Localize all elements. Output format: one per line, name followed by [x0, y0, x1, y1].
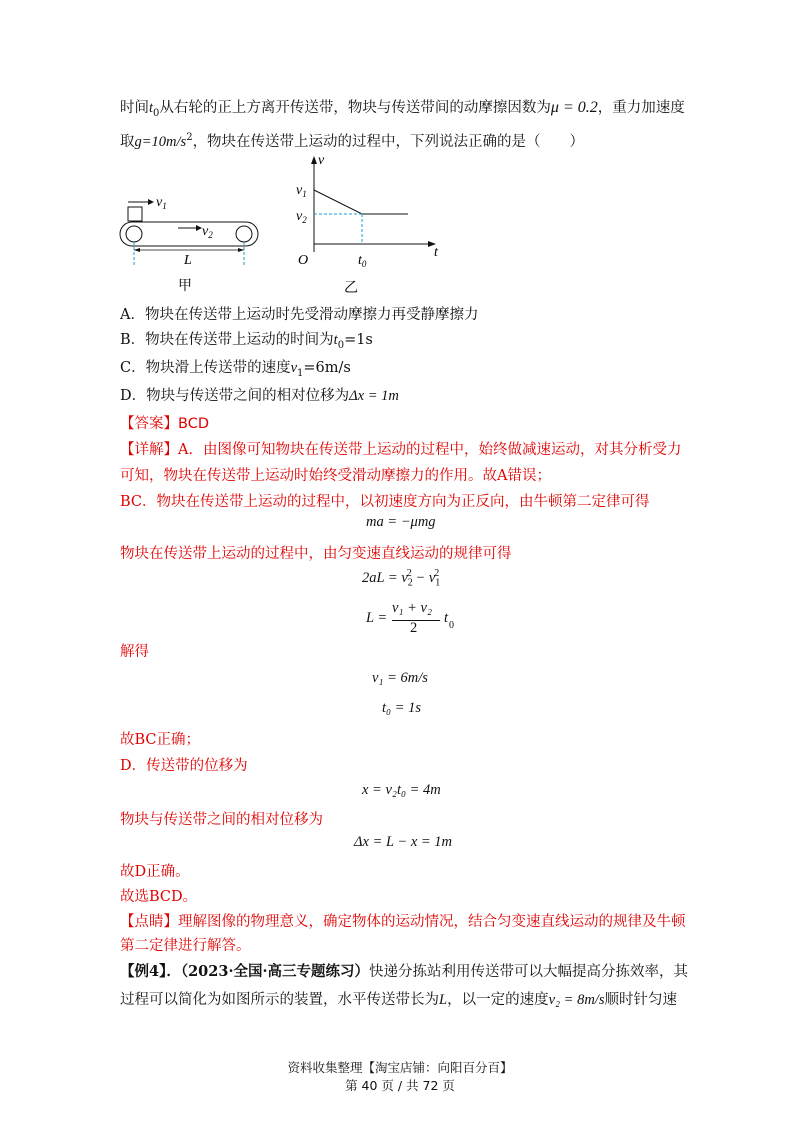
explain-line-2: 可知，物块在传送带上运动时始终受滑动摩擦力的作用。故A错误； [120, 468, 551, 484]
option-c-v: v [290, 360, 298, 376]
length-arrow-right [238, 248, 244, 252]
option-c [120, 358, 351, 384]
jia-L-label: L [184, 253, 192, 268]
yi-caption: 乙 [344, 281, 358, 296]
explain-line-12: 第二定律进行解答。 [120, 938, 251, 954]
intro-text: 时间 [120, 100, 149, 116]
option-a-text: A．物块在传送带上运动时先受滑动摩擦力再受静摩擦力 [120, 307, 479, 323]
example4-line-1 [120, 962, 688, 982]
equation-1: ma = −μmg [366, 514, 436, 530]
intro-line-1 [120, 98, 685, 124]
figure-jia [118, 190, 268, 300]
footer-source: 资料收集整理【淘宝店铺：向阳百分百】 [287, 1060, 513, 1075]
option-d [120, 386, 399, 406]
intro-line-2 [120, 128, 584, 152]
intro-text: ，重力加速度 [597, 100, 685, 116]
v-axis-arrowhead [311, 156, 317, 164]
option-a [120, 305, 478, 325]
jia-v1-label: $v_1$ [156, 195, 167, 211]
option-c-text: C．物块滑上传送带的速度 [120, 360, 291, 376]
v-axis-label: v [318, 153, 325, 168]
jia-v2-label: $v_2$ [202, 224, 213, 240]
origin-label: O [298, 253, 309, 268]
option-b-sub: 0 [337, 339, 345, 351]
option-c-sub: 1 [297, 367, 304, 379]
explain-line-4: 物块在传送带上运动的过程中，由匀变速直线运动的规律可得 [120, 546, 512, 562]
explain-line-7: D．传送带的位移为 [120, 758, 248, 774]
jia-caption: 甲 [178, 279, 192, 294]
explain-line-11: 【点睛】理解图像的物理意义，确定物体的运动情况，结合匀变速直线运动的规律及牛顿 [120, 914, 686, 930]
page-number: 第 40 页 / 共 72 页 [345, 1078, 455, 1093]
g-superscript: 2 [186, 132, 193, 143]
right-wheel [236, 226, 252, 242]
example4-text: 快递分拣站利用传送带可以大幅提高分拣效率，其 [369, 964, 689, 980]
option-d-text: D．物块与传送带之间的相对位移为 [120, 388, 350, 404]
t0-symbol: t [149, 100, 154, 116]
example4-text: ，以一定的速度 [447, 992, 549, 1008]
explain-line-1: 【详解】A．由图像可知物块在传送带上运动的过程中，始终做减速运动，对其分析受力 [120, 442, 682, 458]
explain-line-9: 故D正确。 [120, 864, 190, 880]
explain-line-3: BC．物块在传送带上运动的过程中，以初速度方向为正反向，由牛顿第二定律可得 [120, 494, 650, 510]
answer-label: 【答案】 [120, 416, 178, 432]
explain-line-6: 故BC正确； [120, 732, 201, 748]
t-axis-label: t [434, 245, 438, 260]
equation-7: Δx = L − x = 1m [354, 834, 453, 850]
yi-t0-label: $t_0$ [358, 253, 367, 269]
example4-label: 【例4】．（2023·全国·高三专题练习） [120, 963, 370, 980]
example4-v2-equation: v₂ = 8m/s [548, 992, 605, 1008]
yi-v1-label: $v_1$ [296, 183, 307, 199]
equation-5: t₀ = 1s [382, 700, 421, 716]
t0-subscript: 0 [153, 107, 160, 119]
answer-line [120, 414, 209, 434]
explain-line-5: 解得 [120, 644, 149, 660]
option-b [120, 330, 373, 356]
option-b-text: B．物块在传送带上运动的时间为 [120, 332, 334, 348]
yi-v2-label: $v_2$ [296, 209, 307, 225]
example4-L: L [439, 992, 448, 1008]
option-b-t: t [333, 332, 338, 348]
intro-text: ，物块在传送带上运动的过程中，下列说法正确的是（ ） [192, 133, 585, 150]
example4-text: 过程可以简化为如图所示的装置，水平传送带长为 [120, 992, 439, 1008]
mu-equation: μ = 0.2 [550, 99, 598, 116]
figure-yi [290, 152, 450, 300]
length-arrow-left [134, 248, 140, 252]
block-shape [128, 207, 142, 221]
explain-line-10: 故选BCD。 [120, 889, 198, 905]
explain-line-8: 物块与传送带之间的相对位移为 [120, 812, 323, 828]
option-c-value: =6m/s [303, 360, 351, 376]
velocity-line [314, 190, 408, 214]
left-wheel [126, 226, 142, 242]
equation-4: v₁ = 6m/s [372, 670, 428, 686]
option-d-equation: Δx = 1m [349, 388, 399, 404]
intro-text: 取 [120, 133, 135, 150]
example4-text: 顺时针匀速 [604, 992, 677, 1008]
v1-arrowhead [148, 199, 154, 205]
g-equation: g=10m/s [134, 133, 187, 150]
option-b-value: =1s [344, 332, 373, 348]
intro-text: 从右轮的正上方离开传送带，物块与传送带间的动摩擦因数为 [159, 100, 551, 116]
equation-6: x = v₂t₀ = 4m [362, 782, 441, 798]
equation-2: $2aL = v_2^2 - v_1^2$ [362, 568, 441, 589]
example4-line-2 [120, 990, 677, 1010]
answer-value: BCD [178, 416, 209, 432]
